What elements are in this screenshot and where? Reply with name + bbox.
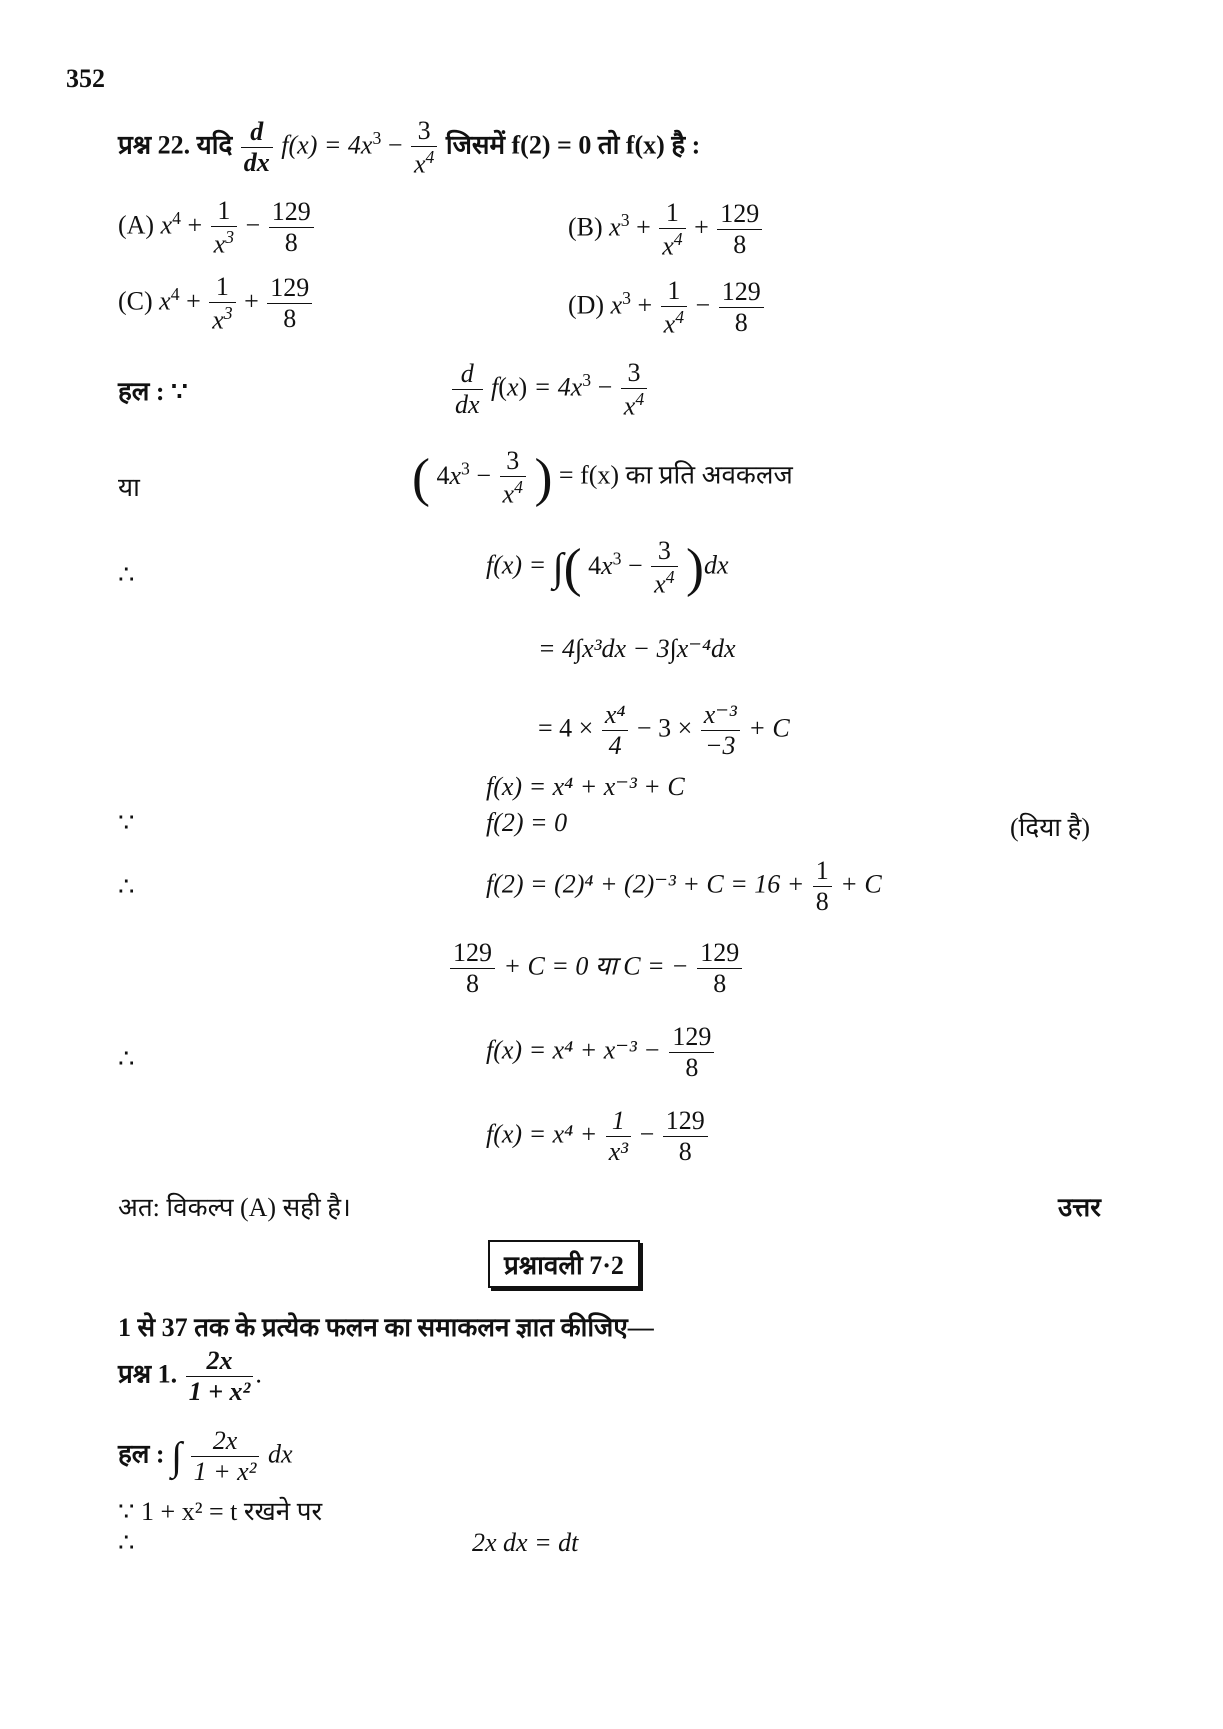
- solution-line-9: $\frac{129}{8}$ + C = 0 या C = − $\frac{129}{8}$: [448, 938, 744, 999]
- option-a: (A) $x^4$ + $\frac{1}{x^3}$ − $\frac{129}{8}$: [118, 196, 316, 259]
- option-b: (B) $x^3$ + $\frac{1}{x^4}$ + $\frac{129}{8}$: [568, 198, 764, 261]
- therefore-2: ∴: [118, 872, 135, 901]
- derivative-operator: [241, 117, 273, 178]
- solution-line-7: f(2) = 0: [486, 808, 568, 837]
- option-b-label: (B): [568, 212, 603, 242]
- question-22-exp3: 3: [372, 128, 382, 149]
- option-a-label: (A): [118, 210, 155, 240]
- ya-label: या: [118, 473, 140, 502]
- question-22-frac-num: 3: [411, 116, 437, 147]
- option-c: (C) $x^4$ + $\frac{1}{x^3}$ + $\frac{129}{8}$: [118, 272, 314, 335]
- question-22: [118, 116, 700, 179]
- conclusion: अत: विकल्प (A) सही है।: [118, 1193, 351, 1222]
- exercise-question-1: प्रश्न 1. $\frac{2x}{\text{1 + x²}}$ .: [118, 1346, 262, 1406]
- therefore-3: ∴: [118, 1044, 135, 1073]
- derivative-dx: dx: [243, 148, 270, 178]
- option-d-label: (D): [568, 290, 605, 320]
- answer-tag: उत्तर: [1058, 1193, 1101, 1222]
- last-line: 2x dx = dt: [472, 1528, 579, 1557]
- question-22-minus: −: [387, 130, 403, 160]
- solution-line-4: = 4∫x³dx − 3∫x⁻⁴dx: [538, 634, 736, 663]
- solution-line-2: ( $4x^3$ − $\frac{3}{x^4}$ ) = f(x) का प्रति अवकलज: [412, 446, 793, 509]
- question-22-suffix: जिसमें f(2) = 0 तो f(x) है :: [445, 130, 701, 160]
- question-22-frac-den: $x^4$: [413, 146, 435, 179]
- solution-line-3: f(x) = ∫( $4x^3$ − $\frac{3}{x^4}$ )dx: [486, 536, 729, 599]
- question-22-fraction: [411, 116, 437, 179]
- option-c-label: (C): [118, 286, 153, 316]
- question-22-prefix: प्रश्न 22. यदि: [118, 130, 233, 160]
- exercise-solution-1: हल : ∫ $\frac{2x}{\text{1 + x²}}$ dx: [118, 1426, 293, 1486]
- question-22-fx: f(x) = 4x: [281, 130, 373, 160]
- solution-line-1: $\frac{d}{dx}$ $f(x) = 4x^3$ − $\frac{3}{x^4}$: [450, 358, 649, 421]
- solution-line-6: f(x) = x⁴ + x⁻³ + C: [486, 772, 685, 801]
- derivative-d: d: [241, 117, 273, 148]
- page-number: 352: [66, 64, 105, 93]
- solution-line-8: f(2) = (2)⁴ + (2)⁻³ + C = 16 + $\frac{1}{8}$ + C: [486, 856, 882, 916]
- solution-line-11: f(x) = x⁴ + $\frac{1}{\text{x³}}$ − $\frac{129}{8}$: [486, 1106, 710, 1167]
- solution-label: हल : ∵: [118, 377, 188, 406]
- given-note: (दिया है): [1010, 813, 1090, 842]
- option-d: (D) $x^3$ + $\frac{1}{x^4}$ − $\frac{129}{8}$: [568, 276, 766, 339]
- therefore-4: ∴: [118, 1528, 135, 1557]
- exercise-title: प्रश्नावली 7·2: [488, 1240, 640, 1288]
- because-1: ∵: [118, 808, 135, 837]
- solution-line-10: f(x) = x⁴ + x⁻³ − $\frac{129}{8}$: [486, 1022, 716, 1083]
- substitution-line: ∵ 1 + x² = t रखने पर: [118, 1497, 323, 1526]
- therefore-1: ∴: [118, 560, 135, 589]
- exercise-instruction: 1 से 37 तक के प्रत्येक फलन का समाकलन ज्ञात कीजिए—: [118, 1313, 654, 1342]
- solution-line-5: = 4 × $\frac{\text{x⁴}}{4}$ − 3 × $\frac{\text{x⁻³}}{-3}$ + C: [538, 700, 790, 760]
